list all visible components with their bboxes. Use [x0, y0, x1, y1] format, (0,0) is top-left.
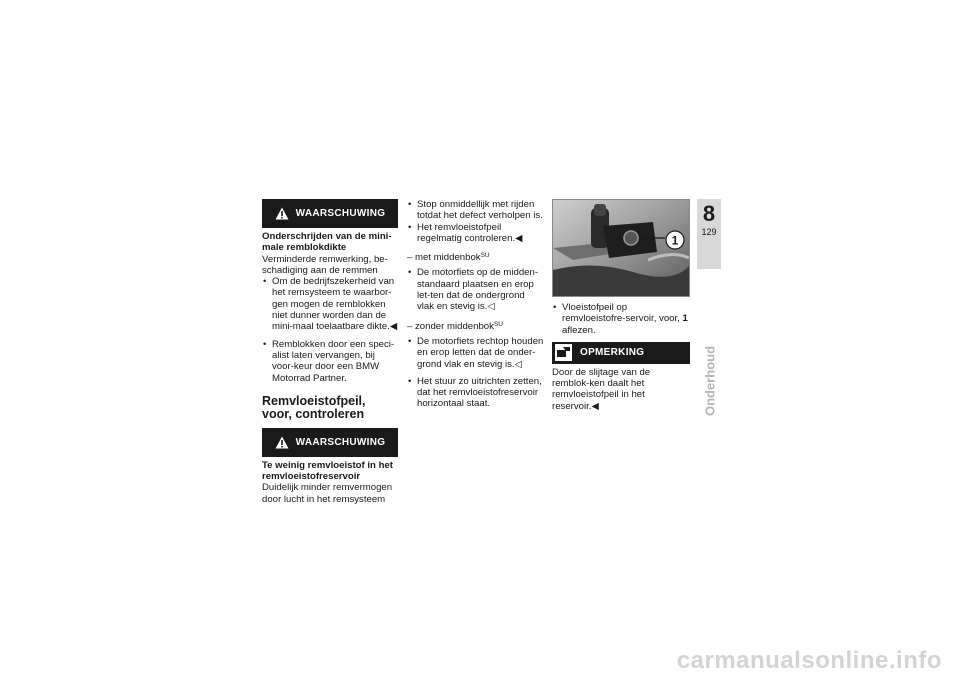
list-item: • Vloeistofpeil op remvloeistofre-servoir, voor, 1 aflezen.: [552, 302, 690, 336]
reservoir-illustration: [553, 200, 689, 296]
condition-label: – zonder middenbok$^{SU}$: [407, 320, 503, 332]
list-item: • De motorfiets rechtop houden en erop letten dat de onder-grond vlak en stevig is.◁: [407, 336, 544, 370]
callout-number: 1: [671, 233, 679, 248]
warning-label: WAARSCHUWING: [295, 436, 386, 448]
condition-label: – met middenbok$^{SU}$: [407, 252, 490, 264]
list-item: • Remblokken door een speci-alist laten vervangen, bij voor-keur door een BMW Motorrad Partner.: [262, 339, 398, 384]
note-label: OPMERKING: [580, 347, 645, 359]
column-3: [552, 199, 690, 412]
warning-banner: [262, 199, 398, 228]
note-banner: [552, 342, 690, 364]
chapter-number: 8: [702, 201, 716, 226]
warning-banner: [262, 428, 398, 457]
list-item: • Het remvloeistofpeil regelmatig controleren.◀: [407, 222, 544, 245]
note-text: Door de slijtage van de remblok-ken daalt het remvloeistofpeil in het reservoir.◀: [552, 366, 651, 412]
warning-text: Verminderde remwerking, be-schadiging aan de remmen: [262, 253, 388, 276]
section-heading: Remvloeistofpeil, voor, controleren: [262, 393, 366, 421]
list-item: • Om de bedrijfszekerheid van het remsysteem te waarbor-gen mogen de remblokken niet dunner worden dan de mini-maal toelaatbare dikte.◀: [262, 276, 398, 332]
column-2: [407, 199, 544, 416]
warning-label: WAARSCHUWING: [295, 207, 386, 219]
page-number: 129: [701, 227, 717, 237]
column-1: [262, 199, 398, 505]
warning-triangle-icon: [275, 207, 289, 220]
warning-title: Onderschrijden van de mini-male remblokdikte: [262, 231, 392, 254]
list-item: • De motorfiets op de midden-standaard plaatsen en erop let-ten dat de ondergrond vlak en stevig is.◁: [407, 267, 544, 312]
note-icon: [555, 344, 572, 361]
warning-triangle-icon: [275, 436, 289, 449]
watermark: carmanualsonline.info: [676, 647, 942, 674]
list-item: • Stop onmiddellijk met rijden totdat het defect verholpen is.: [407, 199, 544, 222]
list-item: • Het stuur zo uitrichten zetten, dat het remvloeistofreservoir horizontaal staat.: [407, 376, 544, 410]
brake-reservoir-photo: [552, 199, 690, 297]
warning-text: Duidelijk minder remvermogen door lucht in het remsysteem: [262, 482, 393, 505]
warning-title: Te weinig remvloeistof in het remvloeistofreservoir: [262, 459, 393, 483]
chapter-side-label: Onderhoud: [702, 345, 718, 417]
chapter-tab: [697, 199, 721, 269]
